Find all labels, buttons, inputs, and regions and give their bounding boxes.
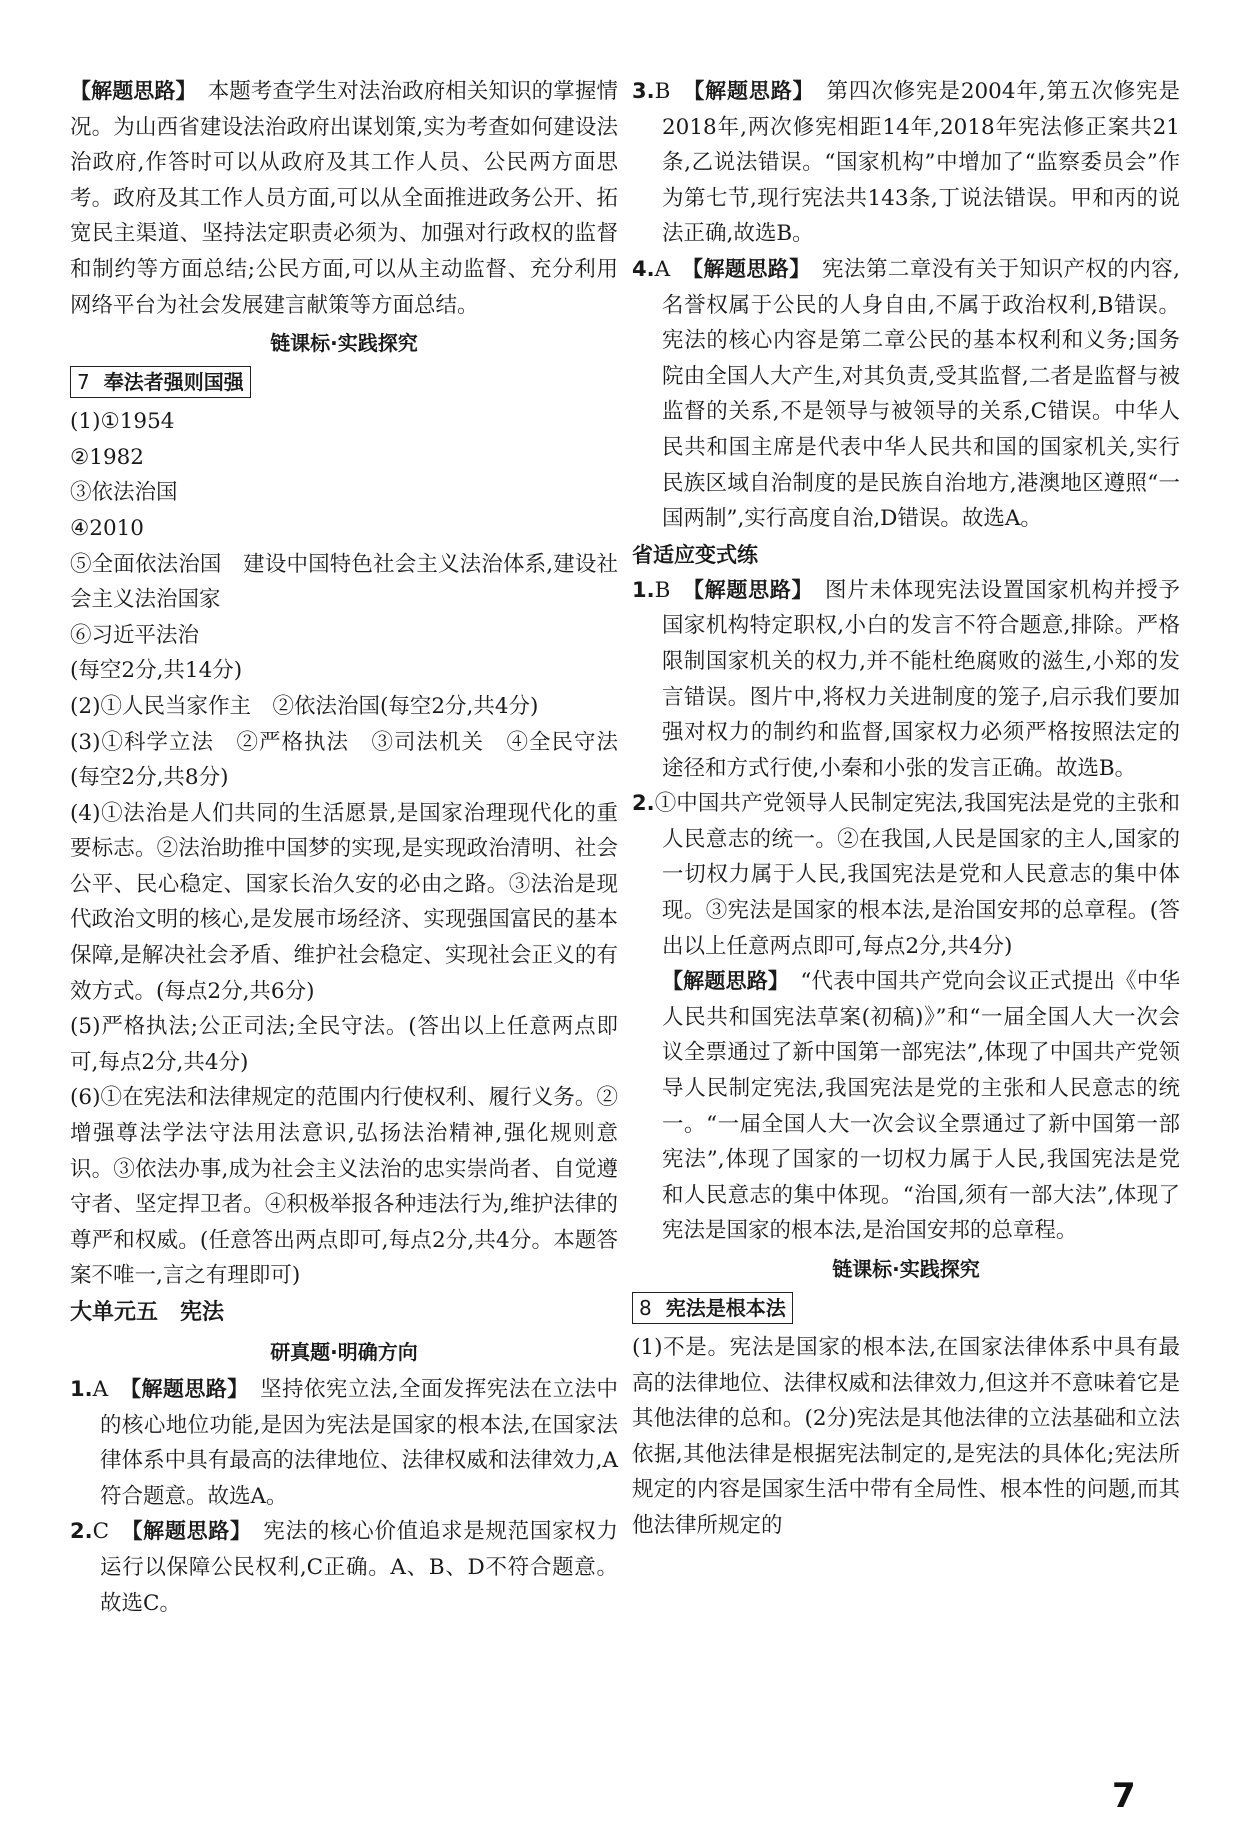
answer-line: ③依法治国 xyxy=(70,480,178,506)
answer-q4: (4)①法治是人们共同的生活愿景,是国家治理现代化的重要标志。②法治助推中国梦的实现,是实现政治清明、社会公平、民心稳定、国家长治久安的必由之路。③法治是现代政治文明的核心,是发展市场经济、实现强国富民的基本保障,是解决社会矛盾、维护社会稳定、实现社会正义的有效方式。(每点2分,共6分) xyxy=(70,800,618,1004)
answer-item-3: 3.B 【解题思路】 第四次修宪是2004年,第五次修宪是2018年,两次修宪相距14年,2018年宪法修正案共21条,乙说法错误。“国家机构”中增加了“监察委员会”作为第七节,现行宪法共143条,丁说法错误。甲和丙的说法正确,故选B。 xyxy=(632,79,1180,247)
left-column xyxy=(70,74,618,1621)
answer-item-2: 2.C 【解题思路】 宪法的核心价值追求是规范国家权力运行以保障公民权利,C正确。A、B、D不符合题意。故选C。 xyxy=(70,1519,618,1616)
topic-number: 8 xyxy=(639,1296,652,1320)
section-heading-real-exam: 研真题·明确方向 xyxy=(270,1340,418,1364)
section-heading-practice-2: 链课标·实践探究 xyxy=(832,1257,980,1281)
analysis-tag: 【解题思路】 xyxy=(70,79,187,103)
answer-q3: (3)①科学立法 ②严格执法 ③司法机关 ④全民守法(每空2分,共8分) xyxy=(70,729,618,791)
answer-line: (每空2分,共14分) xyxy=(70,658,243,684)
topic-title: 宪法是根本法 xyxy=(665,1296,786,1320)
topic-box-8 xyxy=(632,1292,793,1324)
answer-q6: (6)①在宪法和法律规定的范围内行使权利、履行义务。②增强尊法学法守法用法意识,弘扬法治精神,强化规则意识。③依法办事,成为社会主义法治的忠实崇尚者、自觉遵守者、坚定捍卫者。④积极举报各种违法行为,维护法律的尊严和权威。(任意答出两点即可,每点2分,共4分。本题答案不唯一,言之有理即可) xyxy=(70,1085,618,1289)
topic-box-7 xyxy=(70,366,251,398)
answer-line: ②1982 xyxy=(70,444,144,470)
answer-line: (1)①1954 xyxy=(70,409,175,435)
analysis-tag: 【解题思路】 xyxy=(131,1519,242,1544)
analysis-tag: 【解题思路】 xyxy=(692,256,801,281)
variant-item-1: 1.B 【解题思路】 图片未体现宪法设置国家机构并授予国家机构特定职权,小白的发言不符合题意,排除。严格限制国家机关的权力,并不能杜绝腐败的滋生,小郑的发言错误。图片中,将权力关进制度的笼子,启示我们要加强对权力的制约和监督,国家权力必须严格按照法定的途径和方式行使,小秦和小张的发言正确。故选B。 xyxy=(632,577,1180,781)
answer-q2: (2)①人民当家作主 ②依法治国(每空2分,共4分) xyxy=(70,693,539,719)
section-heading-practice: 链课标·实践探究 xyxy=(270,331,418,356)
answer-line: ⑤全面依法治国 建设中国特色社会主义法治体系,建设社会主义法治国家 xyxy=(70,551,618,613)
topic-title: 奉法者强则国强 xyxy=(103,370,244,395)
analysis-tag: 【解题思路】 xyxy=(693,577,803,602)
answer-q5: (5)严格执法;公正司法;全民守法。(答出以上任意两点即可,每点2分,共4分) xyxy=(70,1014,618,1075)
right-column xyxy=(632,74,1180,1544)
analysis-tag: 【解题思路】 xyxy=(693,79,805,103)
answer-line: ④2010 xyxy=(70,515,144,541)
answer-item-4: 4.A 【解题思路】 宪法第二章没有关于知识产权的内容,名誉权属于公民的人身自由,不属于政治权利,B错误。宪法的核心内容是第二章公民的基本权利和义务;国务院由全国人大产生,对其负责,受其监督,二者是监督与被监督的关系,不是领导与被领导的关系,C错误。中华人民共和国主席是代表中华人民共和国的国家机关,实行民族区域自治制度的是民族自治地方,港澳地区遵照“一国两制”,实行高度自治,D错误。故选A。 xyxy=(632,256,1180,532)
topic-number: 7 xyxy=(77,370,90,395)
answer-c1: (1)不是。宪法是国家的根本法,在国家法律体系中具有最高的法律地位、法律权威和法律效力,但这并不意味着它是其他法律的总和。(2分)宪法是其他法律的立法基础和立法依据,其他法律是根据宪法制定的,是宪法的具体化;宪法所规定的内容是国家生活中带有全局性、根本性的问题,而其他法律所规定的 xyxy=(632,1335,1180,1538)
answer-item-1: 1.A 【解题思路】 坚持依宪立法,全面发挥宪法在立法中的核心地位功能,是因为宪法是国家的根本法,在国家法律体系中具有最高的法律地位、法律权威和法律效力,A符合题意。故选A。 xyxy=(70,1377,618,1509)
page-number: 7 xyxy=(1112,1776,1136,1816)
section-heading-province: 省适应变式练 xyxy=(632,542,758,567)
analysis-tag: 【解题思路】 xyxy=(130,1377,239,1401)
variant-item-2: 2.①中国共产党领导人民制定宪法,我国宪法是党的主张和人民意志的统一。②在我国,人民是国家的主人,国家的一切权力属于人民,我国宪法是党和人民意志的集中体现。③宪法是国家的根本法,是治国安邦的总章程。(答出以上任意两点即可,每点2分,共4分) xyxy=(632,791,1180,959)
intro-paragraph xyxy=(70,74,618,323)
analysis-tag: 【解题思路】 xyxy=(662,969,779,994)
answer-line: ⑥习近平法治 xyxy=(70,622,200,648)
variant-item-2-analysis: 【解题思路】 “代表中国共产党向会议正式提出《中华人民共和国宪法草案(初稿)》”和“一届全国人大一次会议全票通过了新中国第一部宪法”,体现了中国共产党领导人民制定宪法,我国宪法是党的主张和人民意志的统一。“一届全国人大一次会议全票通过了新中国第一部宪法”,体现了国家的一切权力属于人民,我国宪法是党和人民意志的集中体现。“治国,须有一部大法”,体现了宪法是国家的根本法,是治国安邦的总章程。 xyxy=(662,969,1180,1244)
intro-text: 本题考查学生对法治政府相关知识的掌握情况。为山西省建设法治政府出谋划策,实为考查如何建设法治政府,作答时可以从政府及其工作人员、公民两方面思考。政府及其工作人员方面,可以从全面推进政务公开、拓宽民主渠道、坚持法定职责必须为、加强对行政权的监督和制约等方面总结;公民方面,可以从主动监督、充分利用网络平台为社会发展建言献策等方面总结。 xyxy=(70,79,618,318)
unit-heading: 大单元五 宪法 xyxy=(70,1300,225,1325)
